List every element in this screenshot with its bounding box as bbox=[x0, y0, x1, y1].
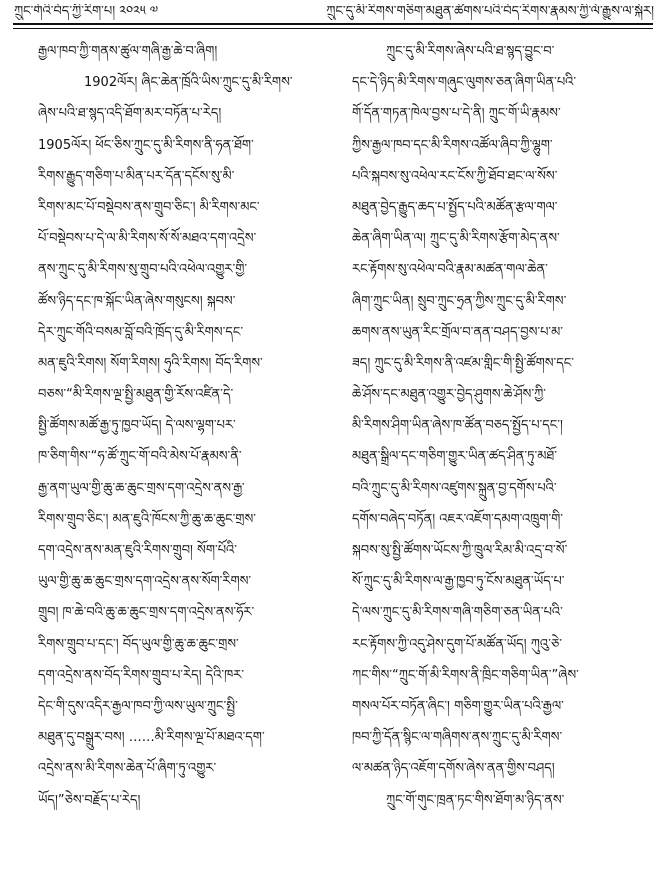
text-line: དགོས་བཞེད་བཏོན། འཇར་འཇོག་དམག་འཁྲུག་གི་ bbox=[352, 511, 564, 527]
text-line: ཁ་ཅིག་གིས་“ཧ་ཚོ་ཀྲུང་གོ་བའི་མེས་པོ་རྣམས་ནི་ bbox=[38, 449, 242, 465]
text-line: དག་འདྲེས་ནས་མན་ཇུའི་རིགས་གྲུབ། སོག་པོའི་ bbox=[38, 543, 237, 558]
text-line: གོ་དོན་གཏན་ཁེལ་བྱས་པ་དེ་ནི། ཀྲུང་གོ་ཡི་རྣམས་ bbox=[352, 106, 561, 122]
article-title: ཀྲུང་དུ་མི་རིགས་གཅིག་མཐུན་ཚོགས་པའི་བོད་རིགས་རྣམས་ཀྱི་ལོ་རྒྱུས་ལ་སྐོར། bbox=[326, 4, 654, 19]
text-line: སོ་ཀྲུང་དུ་མི་རིགས་ལ་རྒྱ་ཁྱབ་ཏུ་ངོས་མཐུན་ཡོད་པ་ bbox=[352, 574, 565, 590]
text-line: རིགས་གྲུབ་པ་དང་། བོད་ཡུལ་གྱི་ཆུ་ཆ་ཆུང་གྲས་ bbox=[38, 636, 239, 652]
text-line: དེ་ལས་ཀྲུང་དུ་མི་རིགས་གཞི་གཅིག་ཅན་ཡིན་པའི་ bbox=[352, 605, 563, 621]
text-line: དང་དེ་ཉིད་མི་རིགས་གཞུང་ལུགས་ཅན་ཞིག་ཡིན་པའི་ bbox=[352, 75, 577, 91]
text-line: ཀང་གིས་“ཀྲུང་གོ་མི་རིགས་ནི་ཁྲིང་གཅིག་ཡིན་”ཞེས་ bbox=[352, 667, 579, 683]
text-line: ཡོད།”ཅེས་བརྗོད་པ་རེད། bbox=[38, 792, 141, 808]
text-line: ཀྲུང་གོ་གུང་ཁྲན་ཏང་གིས་ཐོག་མ་ཉིད་ནས་ bbox=[386, 792, 565, 808]
text-line: 1902ལོར། ཞིང་ཆེན་ཁྲོའི་ཡིས་ཀྲུང་དུ་མི་རིགས་ bbox=[84, 75, 293, 91]
text-line: དེང་གི་དུས་འདིར་རྒྱལ་ཁབ་ཀྱི་ལས་ཡུལ་ཀྲུང་སྤྱི་ bbox=[38, 698, 238, 714]
text-line: གསལ་པོར་བཏོན་ཞིང་། གཅིག་གྱུར་ཡིན་པའི་རྒྱལ་ bbox=[352, 698, 564, 714]
text-line: ཆེ་ཤོས་དང་མཐུན་འགྱུར་བྱེད་ཤུགས་ཆེ་ཤོས་ཀྱི་ bbox=[352, 387, 546, 403]
text-line: རང་རྟོགས་ཀྱི་འདུ་ཤེས་དུག་པོ་མཚོན་ཡོད། ཀུའུ་ཅེ་ bbox=[352, 636, 563, 652]
text-line: བའི་ཀྲུང་དུ་མི་རིགས་འཛུགས་སྐྲུན་བྱ་དགོས་པའི་ bbox=[352, 480, 557, 496]
text-line: ཀྱིས་རྒྱལ་ཁབ་དང་མི་རིགས་འཚོལ་ཞིབ་ཀྱི་ལྷུག་ bbox=[352, 137, 553, 153]
left-column bbox=[38, 36, 316, 816]
text-line: མཐུན་དུ་བསྒྲུར་བས། ……མི་རིགས་ལྔ་པོ་མཐའ་དག་ bbox=[38, 730, 265, 746]
text-line: ཞེས་པའི་ཐ་སྙད་འདི་ཐོག་མར་བཏོན་པ་རེད། bbox=[38, 106, 222, 122]
text-line: རྒྱ་ནག་ཡུལ་གྱི་ཆུ་ཆ་ཆུང་གྲས་དག་འདྲེས་ནས་རྒྱ་ bbox=[38, 480, 245, 496]
text-line: ནས་ཀྲུང་དུ་མི་རིགས་སུ་གྲུབ་པའི་འཕེལ་འགྱུར་གྱི་ bbox=[38, 262, 248, 278]
right-column bbox=[352, 36, 650, 816]
text-line: འདྲེས་ནས་མི་རིགས་ཆེན་པོ་ཞིག་ཏུ་འགྱུར་ bbox=[38, 761, 217, 777]
text-line: དེར་ཀྲུང་གོའི་བསམ་བློ་བའི་ཁྲོད་དུ་མི་རིགས་དང་ bbox=[38, 324, 244, 340]
running-header bbox=[0, 0, 663, 30]
text-line: 1905ལོར། ཕོང་ཅིས་ཀྲུང་དུ་མི་རིགས་ནི་ཧན་ཐོག་ bbox=[38, 137, 254, 153]
text-line: བཅས་“མི་རིགས་ལྔ་སྤྱི་མཐུན་གྱི་རོས་འཛིན་དེ་ bbox=[38, 387, 234, 403]
text-line: པའི་སྐབས་སུ་འཕེལ་རང་ངོས་ཀྱི་ཐོབ་ཐང་ལ་སོས་ bbox=[352, 168, 558, 184]
text-line: ཆེན་ཞིག་ཡིན་ལ། ཀྲུང་དུ་མི་རིགས་རྩོག་མེད་ནས་ bbox=[352, 231, 560, 247]
text-line: ཆགས་ནས་ཡུན་རིང་གྲོལ་བ་ནན་བཤད་བྱས་པ་མ་ bbox=[352, 324, 564, 340]
text-line: ཀྲུང་དུ་མི་རིགས་ཞེས་པའི་ཐ་སྙད་བྱུང་བ་ bbox=[386, 44, 555, 59]
text-line: ཞིག་ཀྲུང་ཡིན། སྲུབ་ཀྲུང་ཧྲན་ཀྱིས་ཀྲུང་དུ་མི་རིགས་ bbox=[352, 293, 567, 309]
text-line: མི་རིགས་ཤིག་ཡིན་ཞེས་ཁ་ཚོན་བཅད་སྤྱོད་པ་དང་། bbox=[352, 418, 563, 434]
text-line: གྲུབ། ཁ་ཆེ་བའི་ཆུ་ཆ་ཆུང་གྲས་དག་འདྲེས་ནས་ཧོར་ bbox=[38, 605, 255, 621]
text-line: སྐབས་སུ་སྤྱི་ཚོགས་ཡོངས་ཀྱི་ཁྲུལ་རིམ་མི་འདྲ་བ་སོ་ bbox=[352, 543, 568, 558]
journal-title: ཀྲུང་གོའི་བོད་ཀྱི་རིག་པ། ༢༠༢༥ ༧ bbox=[14, 4, 159, 19]
text-line: ཁབ་ཀྱི་དོན་སྙིང་ལ་གཞིགས་ནས་ཀྲུང་དུ་མི་རིགས་ bbox=[352, 730, 563, 746]
text-line: ཚོས་ཉིད་དང་ཁ་སྐོང་ཡིན་ཞེས་གསུངས། སྐབས་ bbox=[38, 293, 236, 309]
text-line: རིགས་གྲུབ་ཅིང་། མན་ཇུའི་ཁོངས་ཀྱི་ཆུ་ཆ་ཆུང་གྲས་ bbox=[38, 511, 256, 527]
text-line: མན་ཇུའི་རིགས། སོག་རིགས། ཧུའི་རིགས། བོད་རིགས་ bbox=[38, 355, 263, 371]
text-line: རིགས་མང་པོ་བསྡེབས་ནས་གྲུབ་ཅིང་། མི་རིགས་མང་ bbox=[38, 199, 260, 215]
text-line: མཐུན་བྱེད་རྒྱུད་ཆད་པ་སྤྱོད་པའི་མཚོན་རྩལ་གལ་ bbox=[352, 199, 558, 215]
text-line: མཐུན་སྒྲིལ་དང་གཅིག་གྱུར་ཡིན་ཚད་ཤིན་ཏུ་མཐོ་ bbox=[352, 449, 557, 465]
text-line: པོ་བསྡེབས་པ་དེ་ལ་མི་རིགས་སོ་སོ་མཐའ་དག་འདྲེས་ bbox=[38, 231, 257, 247]
text-line: ཟད། ཀྲུང་དུ་མི་རིགས་ནི་འཛམ་གླིང་གི་སྤྱི་ཚོགས་དང་ bbox=[352, 355, 575, 371]
text-line: སྤྱི་ཚོགས་མཚོ་རྒྱ་ཏུ་ཁྱབ་ཡོད། དེ་ལས་ལྷག་པར་ bbox=[38, 418, 236, 434]
text-line: རང་རྟོགས་སུ་འཕེལ་བའི་རྣམ་མཚན་གལ་ཆེན་ bbox=[352, 262, 548, 278]
text-line: ཡུལ་གྱི་ཆུ་ཆ་ཆུང་གྲས་དག་འདྲེས་ནས་སོག་རིགས་ bbox=[38, 574, 252, 590]
text-line: རིགས་རྒྱུད་གཅིག་པ་མིན་པར་དོན་དངོས་སུ་མི་ bbox=[38, 168, 235, 184]
header-rule bbox=[13, 23, 653, 29]
text-line: རྒྱལ་ཁབ་ཀྱི་གནས་ཚུལ་གཞི་རྒྱ་ཆེ་བ་ཞིག། bbox=[38, 44, 218, 59]
text-line: ལ་མཚན་ཉིད་འཇོག་དགོས་ཞེས་ནན་གྱིས་བཤད། bbox=[352, 761, 555, 777]
text-line: དག་འདྲེས་ནས་བོད་རིགས་གྲུབ་པ་རེད། དེའི་ཁར་ bbox=[38, 667, 245, 683]
